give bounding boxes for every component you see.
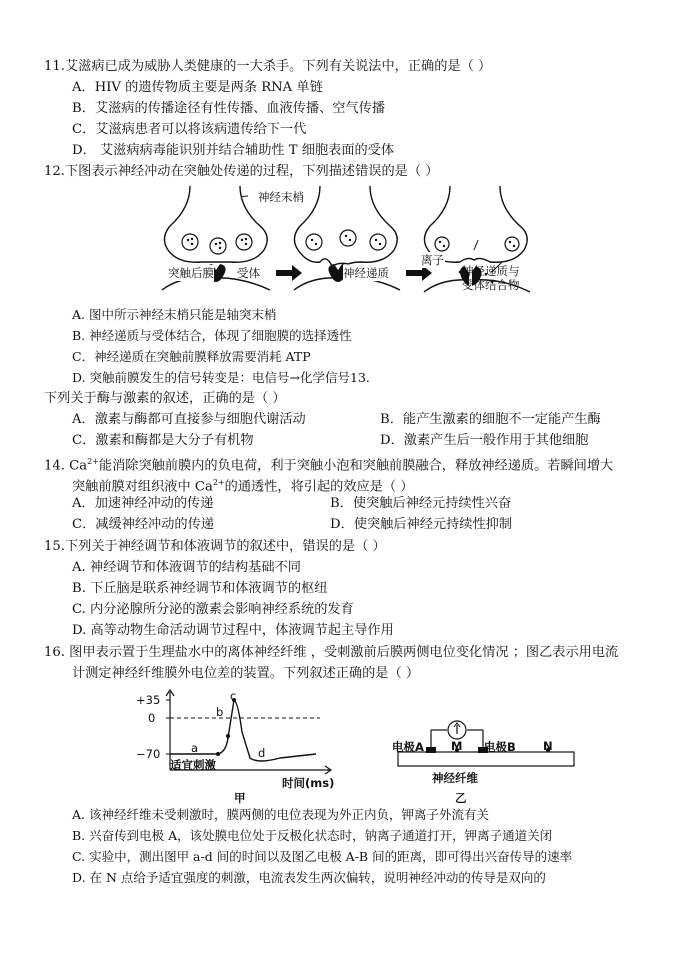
q14-stem-line2: 突触前膜对组织液中 $Ca^{2+}$的通透性，将引起的效应是（ ） xyxy=(72,478,414,495)
q16-stem-line2: 计测定神经纤维膜外电位差的装置。下列叙述正确的是（ ） xyxy=(72,666,420,681)
q13-option-b: B．能产生激素的细胞不一定能产生酶 xyxy=(380,412,601,427)
q16-stem-line1: 16. 图甲表示置于生理盐水中的离体神经纤维 ，受刺激前后膜两侧电位变化情况 ；图乙表示用电流 xyxy=(44,645,619,660)
stimulus-label: 适宜刺激 xyxy=(170,758,216,772)
q15-stem: 15.下列关于神经调节和体液调节的叙述中，错误的是（ ） xyxy=(44,539,386,554)
point-m-label: M xyxy=(451,739,463,753)
q11-option-c: C．艾滋病患者可以将该病遗传给下一代 xyxy=(72,122,307,137)
point-n-label: N xyxy=(543,739,553,753)
q16-option-c: C. 实验中，测出图甲 a-d 间的时间以及图乙电极 A-B 间的距离，即可得出兴奋传导的速率 xyxy=(72,849,573,864)
label-bound-complex-1: 神经递质与 xyxy=(462,264,520,278)
q12-stem: 12.下图表示神经冲动在突触处传递的过程，下列描述错误的是（ ） xyxy=(44,164,439,179)
q13-stem: 下列关于酶与激素的叙述，正确的是（ ） xyxy=(44,391,286,406)
q11-option-b: B．艾滋病的传播途径有性传播、血液传播、空气传播 xyxy=(72,101,386,116)
point-a: a xyxy=(191,741,199,755)
presynaptic-terminal-2 xyxy=(294,186,397,266)
label-postsynaptic-membrane: 突触后膜 xyxy=(168,266,214,280)
y-tick-minus70: −70 xyxy=(136,747,161,761)
q13-option-a: A．激素与酶都可直接参与细胞代谢活动 xyxy=(72,412,306,427)
q12-option-a: A. 图中所示神经末梢只能是轴突末梢 xyxy=(72,307,277,322)
q16-option-b: B. 兴奋传到电极 A，该处膜电位处于反极化状态时，钠离子通道打开，钾离子通道关闭 xyxy=(72,828,553,843)
q15-option-d: D. 高等动物生命活动调节过程中，体液调节起主导作用 xyxy=(72,623,394,638)
q12-option-d: D. 突触前膜发生的信号转变是：电信号→化学信号13. xyxy=(72,370,370,385)
label-neurotransmitter: 神经递质 xyxy=(343,266,389,280)
label-ion: 离子 xyxy=(421,253,444,267)
electrode-b-label: 电极B xyxy=(484,740,516,754)
q11-option-d: D． 艾滋病病毒能识别并结合辅助性 T 细胞表面的受体 xyxy=(72,143,395,158)
label-nerve-terminal: 神经末梢 xyxy=(258,190,304,204)
q12-option-b: B. 神经递质与受体结合，体现了细胞膜的选择透性 xyxy=(72,328,352,343)
process-arrow-1 xyxy=(276,265,302,281)
q14-option-a: A．加速神经冲动的传递 xyxy=(72,496,214,511)
q14-option-b: B．使突触后神经元持续性兴奋 xyxy=(330,496,512,511)
caption-yi: 乙 xyxy=(455,791,467,805)
q15-option-a: A. 神经调节和体液调节的结构基础不同 xyxy=(72,560,301,575)
q16-option-a: A. 该神经纤维未受刺激时，膜两侧的电位表现为外正内负，钾离子外流有关 xyxy=(72,807,489,822)
point-b: b xyxy=(216,705,224,719)
q12-option-c: C．神经递质在突触前膜释放需要消耗 ATP xyxy=(72,349,311,364)
q11-stem: 11.艾滋病已成为威胁人类健康的一大杀手。下列有关说法中，正确的是（ ） xyxy=(44,59,492,74)
q15-option-c: C. 内分泌腺所分泌的激素会影响神经系统的发育 xyxy=(72,602,354,617)
q14-option-c: C．减缓神经冲动的传递 xyxy=(72,517,214,532)
q14-option-d: D．使突触后神经元持续性抑制 xyxy=(330,517,513,532)
y-tick-0: 0 xyxy=(148,711,156,725)
point-d: d xyxy=(258,746,266,760)
q16-option-d: D. 在 N 点给予适宜强度的刺激，电流表发生两次偏转，说明神经冲动的传导是双向的 xyxy=(72,870,546,885)
q11-option-a: A．HIV 的遗传物质主要是两条 RNA 单链 xyxy=(72,80,323,95)
q13-option-c: C．激素和酶都是大分子有机物 xyxy=(72,433,254,448)
q13-option-d: D．激素产生后一般作用于其他细胞 xyxy=(380,433,589,448)
fiber-label: 神经纤维 xyxy=(432,771,478,785)
electrode-a-label: 电极A xyxy=(392,740,424,754)
caption-jia: 甲 xyxy=(234,791,246,805)
q15-option-b: B. 下丘脑是联系神经调节和体液调节的枢纽 xyxy=(72,581,328,596)
label-receptor: 受体 xyxy=(237,266,260,280)
electrode-a-mark xyxy=(426,747,436,753)
point-c: c xyxy=(230,689,237,703)
y-tick-plus35: +35 xyxy=(136,693,161,707)
label-bound-complex-2: 受体结合物 xyxy=(462,278,520,292)
q14-stem-line1: 14. $Ca^{2+}$能消除突触前膜内的负电荷，利于突触小泡和突触前膜融合，释放神经递质。若瞬间增大 xyxy=(44,457,614,474)
x-axis-label: 时间(ms) xyxy=(282,776,335,790)
